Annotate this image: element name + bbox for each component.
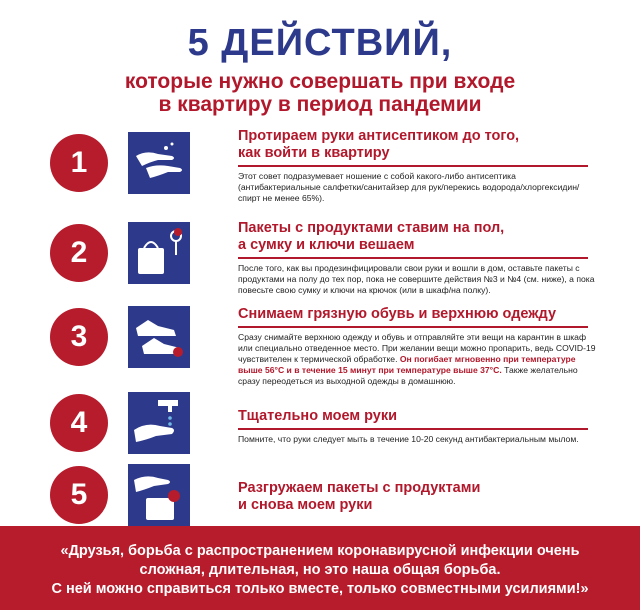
grocery-bag-keys-icon — [128, 222, 190, 284]
step-title-line: а сумку и ключи вешаем — [238, 237, 415, 253]
footer-banner — [0, 526, 640, 610]
step-description: Этот совет подразумевает ношение с собой какого-либо антисептика (антибактериальные салфетки/санитайзер для рук/перекись водорода/хлоргексидин/спирт не менее 65%). — [238, 171, 580, 203]
step-text — [238, 220, 598, 296]
divider — [238, 326, 588, 328]
step-title-line: Снимаем грязную обувь и верхнюю одежду — [238, 306, 557, 322]
step-description-text: Сразу снимайте верхнюю одежду и обувь и отправляйте эти вещи на карантин в шкаф или специально отведенное место. При желании вещи можно пропарить, ведь COVID-19 чувствителен к термической обработке. — [238, 332, 596, 364]
step-number-circle: 4 — [50, 394, 108, 452]
step-number-circle: 2 — [50, 224, 108, 282]
step-number-circle: 1 — [50, 134, 108, 192]
step-text — [238, 128, 598, 204]
step-title-line: и снова моем руки — [238, 497, 373, 513]
step-title-line: Пакеты с продуктами ставим на пол, — [238, 220, 505, 236]
step-text — [238, 480, 598, 514]
unpacking-bags-icon — [128, 464, 190, 526]
washing-hands-faucet-icon — [128, 392, 190, 454]
step-title — [238, 480, 598, 514]
step-title-line: Разгружаем пакеты с продуктами — [238, 480, 481, 496]
divider — [238, 165, 588, 167]
step-number-circle: 3 — [50, 308, 108, 366]
step-description — [238, 332, 598, 387]
step-title-line: Протираем руки антисептиком до того, — [238, 128, 520, 144]
page-subtitle — [0, 70, 640, 116]
sneakers-icon — [128, 306, 190, 368]
subtitle-line-1: которые нужно совершать при входе — [124, 70, 516, 93]
divider — [238, 428, 588, 430]
step-title — [238, 306, 598, 323]
step-title-line: как войти в квартиру — [238, 145, 390, 161]
step-title-line: Тщательно моем руки — [238, 408, 397, 424]
footer-quote-line-2: сложная, длительная, но это наша общая борьба. — [139, 562, 501, 578]
step-number-circle: 5 — [50, 466, 108, 524]
step-description: Помните, что руки следует мыть в течение 10-20 секунд антибактериальным мылом. — [238, 434, 579, 444]
step-title — [238, 220, 598, 254]
divider — [238, 257, 588, 259]
page-title: 5 ДЕЙСТВИЙ, — [187, 22, 453, 64]
subtitle-line-2: в квартиру в период пандемии — [158, 93, 482, 116]
temperature-warning: Он погибает мгновенно при температуре выше 56°С и в течение 15 минут при температуре выше 37°С. — [238, 354, 576, 375]
step-description: После того, как вы продезинфицировали свои руки и вошли в дом, оставьте пакеты с продуктами на полу до тех пор, пока не совершите действия №3 и №4 (см. ниже), а пока повесьте свою сумку и ключи на крючок (или в шкаф/на полку). — [238, 263, 595, 295]
step-title — [238, 128, 598, 162]
step-text — [238, 306, 598, 387]
step-text — [238, 408, 598, 445]
footer-quote-line-3: С ней можно справиться только вместе, только совместными усилиями!» — [51, 581, 589, 597]
step-title — [238, 408, 598, 425]
footer-quote-line-1: «Друзья, борьба с распространением коронавирусной инфекции очень — [60, 543, 580, 559]
step-description-text: Также желательно сразу переодеться из выходной одежды в домашнюю. — [238, 365, 578, 386]
hands-sanitizer-icon — [128, 132, 190, 194]
